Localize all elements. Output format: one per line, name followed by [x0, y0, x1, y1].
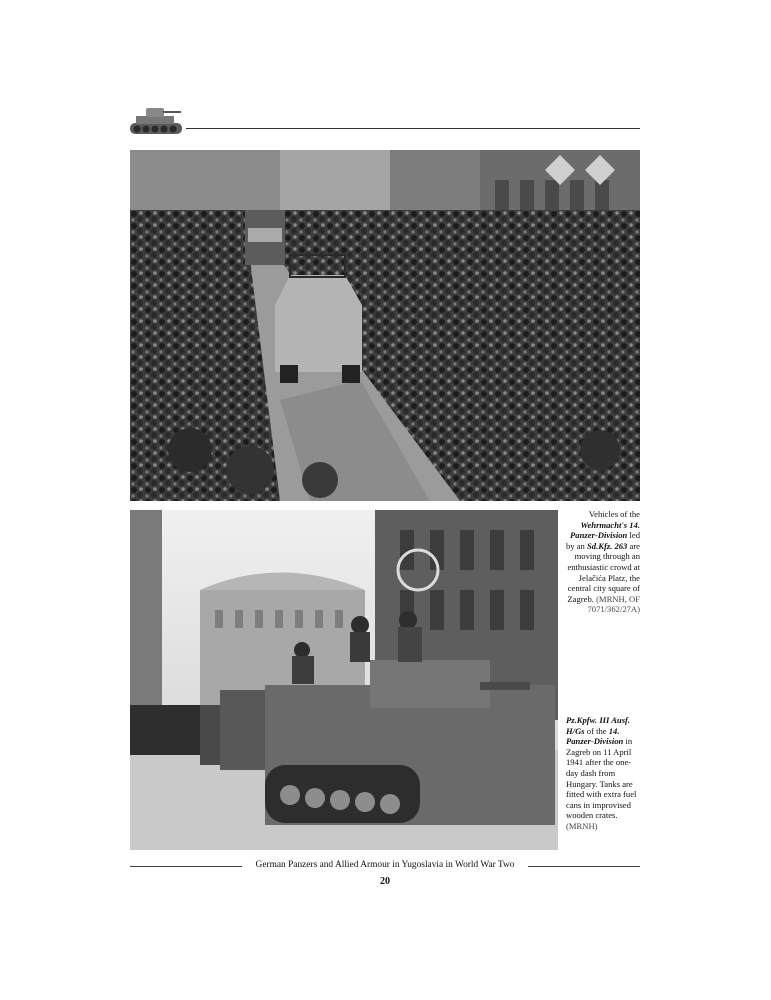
caption-top-photo: [562, 509, 640, 615]
tank-silhouette-icon: [128, 104, 184, 138]
caption-italic: Wehrmacht's 14. Panzer-Division: [570, 519, 640, 541]
caption-italic: Pz.Kpfw. III Ausf. H/Gs: [566, 715, 631, 736]
photo-credit: (MRNH): [566, 820, 598, 831]
caption-text: are moving through an enthusiastic crowd at Jelačića Platz, the central city square of Zagreb.: [567, 540, 640, 604]
caption-italic: Sd.Kfz. 263: [587, 540, 628, 551]
running-footer-title: German Panzers and Allied Armour in Yugoslavia in World War Two: [255, 860, 515, 870]
page-number: 20: [380, 876, 390, 887]
caption-text: Vehicles of the: [588, 509, 640, 519]
header-rule: [186, 128, 640, 129]
caption-text: in Zagreb on 11 April 1941 after the one-day dash from Hungary. Tanks are fitted with extra fuel cans in improvised wooden crates.: [566, 736, 637, 821]
photo-crowd-armoured-car: [130, 150, 640, 501]
photo-credit: (MRNH, OF 7071/362/27A): [587, 593, 640, 615]
caption-text: of the: [584, 725, 609, 736]
caption-italic: 14. Panzer-Division: [566, 725, 624, 747]
photo-panzer-iii-street: [130, 510, 558, 850]
footer-rule-right: [528, 866, 640, 867]
footer-rule-left: [130, 866, 242, 867]
caption-text: led by an: [565, 530, 640, 551]
caption-bottom-photo: [566, 715, 642, 832]
